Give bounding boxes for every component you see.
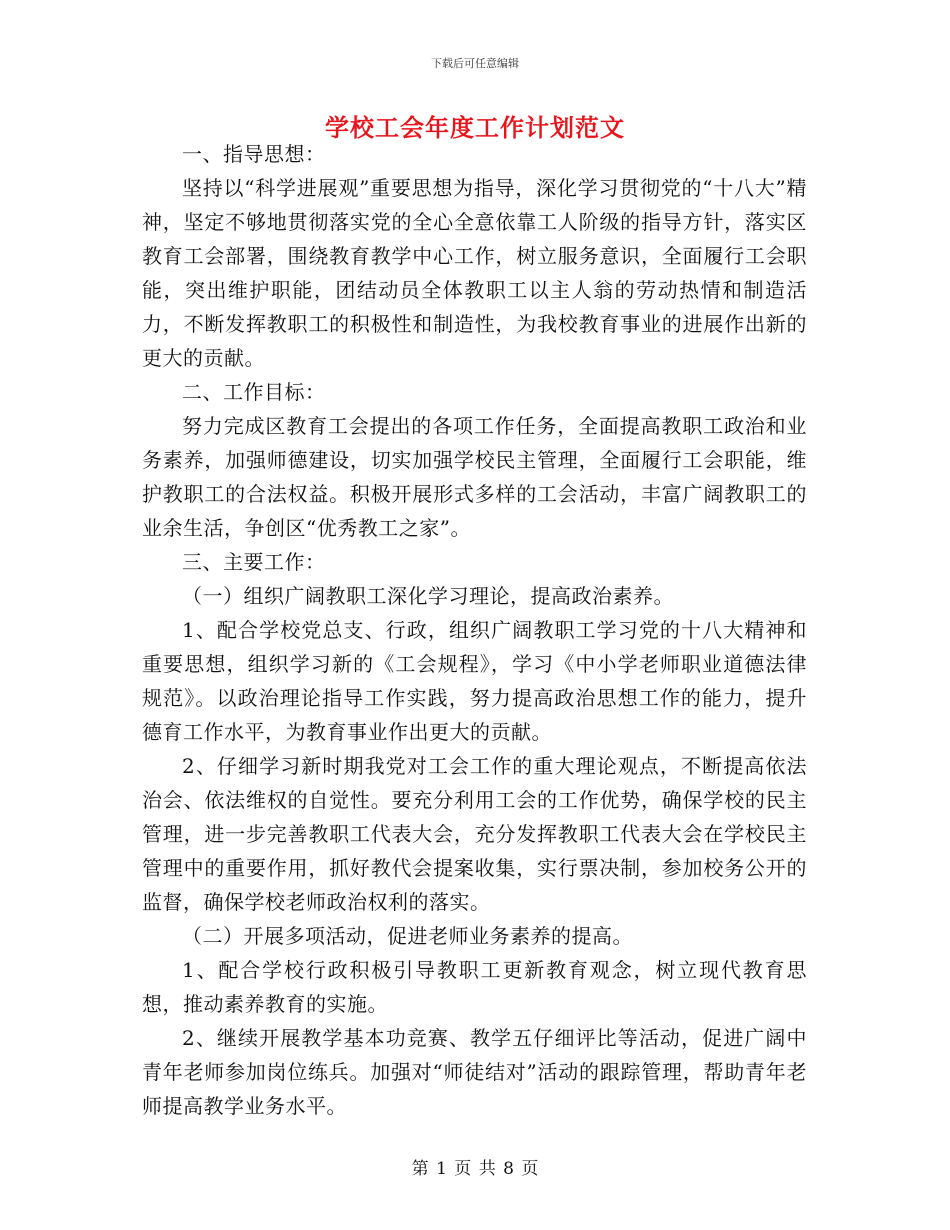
page-footer: 第 1 页 共 8 页: [411, 1159, 539, 1179]
section-heading-guiding-ideology: 一、指导思想：: [182, 142, 326, 166]
subsection-heading-2: （二）开展多项活动，促进老师业务素养的提高。: [182, 924, 633, 948]
document-body: [142, 137, 807, 1123]
paragraph: 2、仔细学习新时期我党对工会工作的重大理论观点，不断提高依法治会、依法维权的自觉性。要充分利用工会的工作优势，确保学校的民主管理，进一步完善教职工代表大会，充分发挥教职工代表大会在学校民主管理中的重要作用，抓好教代会提案收集，实行票决制，参加校务公开的监督，确保学校老师政治权利的落实。: [142, 754, 807, 914]
subsection-heading-1: （一）组织广阔教职工深化学习理论，提高政治素养。: [182, 584, 674, 608]
paragraph: 1、配合学校党总支、行政，组织广阔教职工学习党的十八大精神和重要思想，组织学习新的《工会规程》，学习《中小学老师职业道德法律规范》。以政治理论指导工作实践，努力提高政治思想工作的能力，提升德育工作水平，为教育事业作出更大的贡献。: [142, 618, 807, 744]
section-heading-work-goals: 二、工作目标：: [182, 380, 326, 404]
header-note: 下载后可任意编辑: [431, 57, 519, 70]
section-heading-main-work: 三、主要工作：: [182, 550, 326, 574]
paragraph: 坚持以“科学进展观”重要思想为指导，深化学习贯彻党的“十八大”精神，坚定不够地贯彻落实党的全心全意依靠工人阶级的指导方针，落实区教育工会部署，围绕教育教学中心工作，树立服务意识，全面履行工会职能，突出维护职能，团结动员全体教职工以主人翁的劳动热情和制造活力，不断发挥教职工的积极性和制造性，为我校教育事业的进展作出新的更大的贡献。: [142, 176, 807, 370]
paragraph: 1、配合学校行政积极引导教职工更新教育观念，树立现代教育思想，推动素养教育的实施。: [142, 958, 807, 1016]
paragraph: 努力完成区教育工会提出的各项工作任务，全面提高教职工政治和业务素养，加强师德建设，切实加强学校民主管理，全面履行工会职能，维护教职工的合法权益。积极开展形式多样的工会活动，丰富广阔教职工的业余生活，争创区“优秀教工之家”。: [142, 414, 807, 540]
paragraph: 2、继续开展教学基本功竞赛、教学五仔细评比等活动，促进广阔中青年老师参加岗位练兵。加强对“师徒结对”活动的跟踪管理，帮助青年老师提高教学业务水平。: [142, 1026, 807, 1118]
document-title: 学校工会年度工作计划范文: [325, 113, 625, 142]
